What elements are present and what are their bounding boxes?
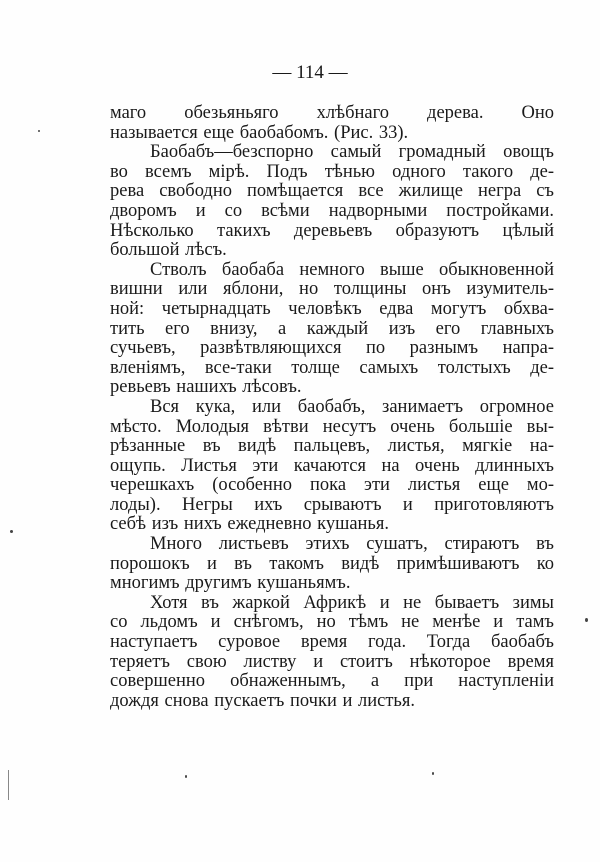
text-line: ревьевъ нашихъ лѣсовъ. [110, 377, 302, 398]
text-line: сучьевъ, развѣтвляющихся по разнымъ напра- [110, 338, 554, 359]
text-line: рева свободно помѣщается все жилище негра съ [110, 181, 554, 202]
text-line: дворомъ и со всѣми надворными постройками. [110, 200, 554, 221]
text-line: во всемъ мірѣ. Подъ тѣнью одного такого де- [110, 161, 554, 182]
scan-speck [38, 130, 40, 132]
text-line: дождя снова пускаетъ почки и листья. [110, 690, 416, 711]
text-line: мѣсто. Молодыя вѣтви несутъ очень большіе вы- [110, 416, 554, 437]
text-line: черешкахъ (особенно пока эти листья еще мо- [110, 475, 554, 496]
text-line: многимъ другимъ кушаньямъ. [110, 573, 351, 594]
scan-speck [432, 772, 434, 775]
text-line: вленіямъ, все-таки толще самыхъ толстыхъ де- [110, 357, 554, 378]
text-line: Стволъ баобаба немного выше обыкновенной [150, 259, 554, 280]
text-line: большой лѣсъ. [110, 240, 227, 261]
text-line: Нѣсколько такихъ деревьевъ образуютъ цѣлый [110, 220, 554, 241]
scan-speck [585, 618, 588, 622]
text-line: со льдомъ и снѣгомъ, но тѣмъ не менѣе и тамъ [110, 612, 554, 633]
scan-speck [185, 775, 187, 778]
text-line: маго обезьяньяго хлѣбнаго дерева. Оно [110, 103, 554, 123]
text-line: лоды). Негры ихъ срываютъ и приготовляютъ [110, 494, 554, 515]
text-line: Баобабъ—безспорно самый громадный овощъ [150, 142, 554, 163]
text-line: наступаетъ суровое время года. Тогда баобабъ [110, 632, 554, 653]
text-line: Хотя въ жаркой Африкѣ и не бываетъ зимы [150, 592, 554, 613]
scan-speck [10, 530, 13, 533]
text-line: тить его внизу, а каждый изъ его главныхъ [110, 318, 554, 339]
text-line: называется еще баобабомъ. (Рис. 33). [110, 122, 409, 143]
text-line: себѣ изъ нихъ ежедневно кушанья. [110, 514, 390, 535]
text-line: Много листьевъ этихъ сушатъ, стираютъ въ [150, 534, 554, 555]
text-line: вишни или яблони, но толщины онъ изумитель- [110, 279, 554, 300]
text-line: ощупь. Листья эти качаются на очень длинныхъ [110, 455, 554, 476]
page-number: — 114 — [272, 62, 348, 83]
text-line: Вся кука, или баобабъ, занимаетъ огромное [150, 396, 554, 417]
text-line: теряетъ свою листву и стоитъ нѣкоторое время [110, 651, 554, 672]
text-line: совершенно обнаженнымъ, а при наступленіи [110, 671, 554, 692]
text-line: ной: четырнадцать человѣкъ едва могутъ обхва- [110, 298, 554, 319]
scan-speck [8, 770, 9, 800]
body-text [110, 104, 554, 711]
text-line: рѣзанные въ видѣ пальцевъ, листья, мягкіе на- [110, 436, 554, 457]
text-line: порошокъ и въ такомъ видѣ примѣшиваютъ ко [110, 553, 554, 574]
